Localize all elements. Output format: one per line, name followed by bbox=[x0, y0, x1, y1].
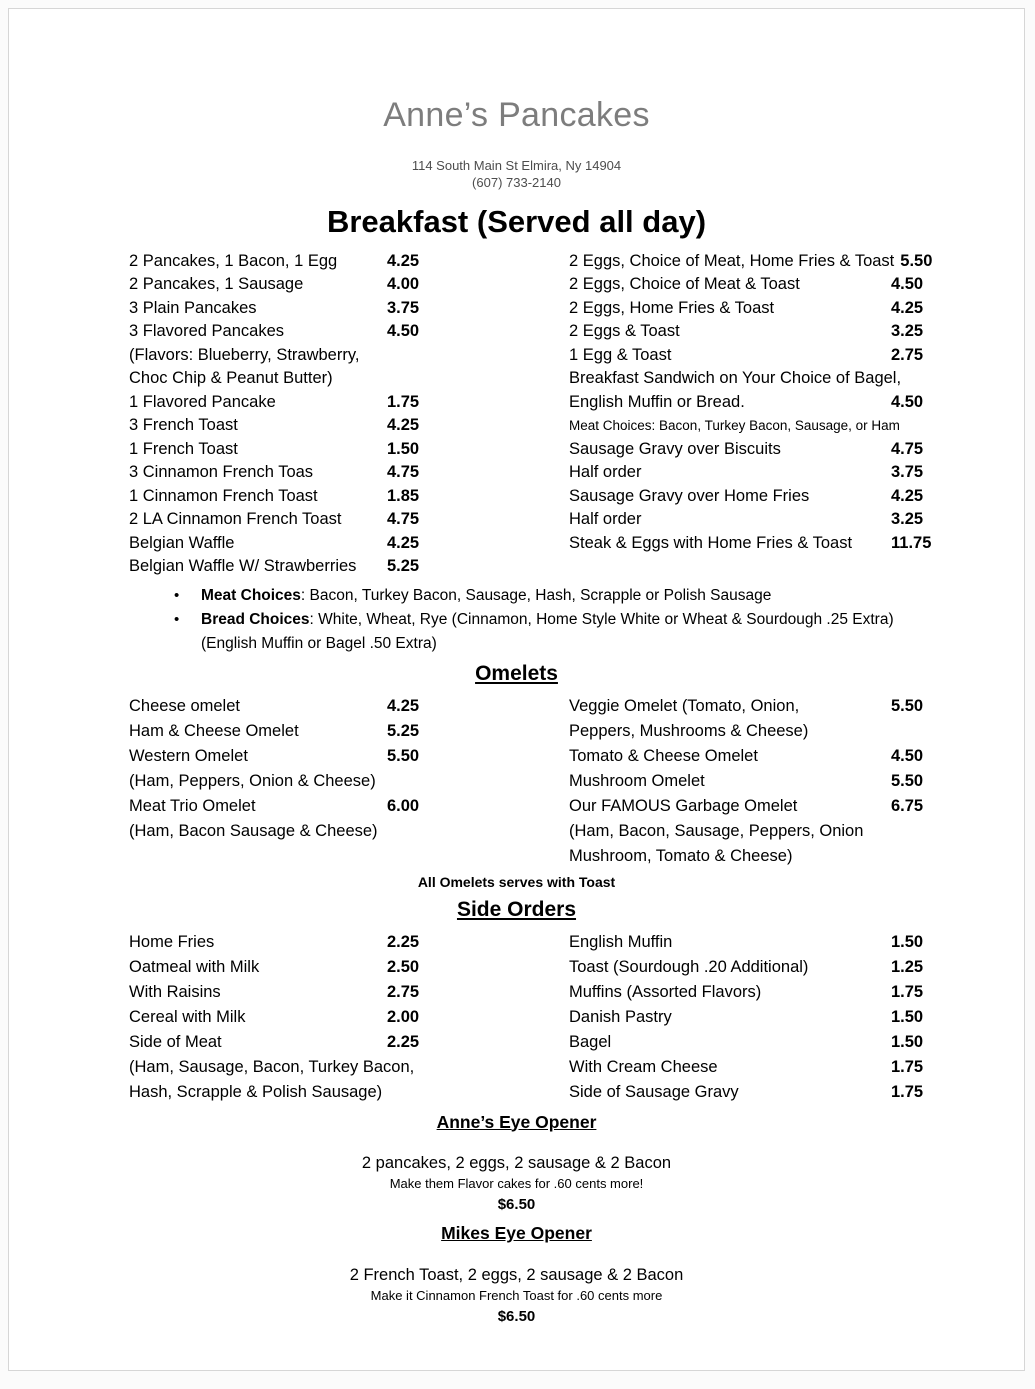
menu-item-name: Belgian Waffle W/ Strawberries bbox=[129, 557, 357, 576]
menu-item-row bbox=[129, 485, 569, 509]
menu-item-name: English Muffin or Bread. bbox=[569, 392, 745, 411]
menu-item-price: 4.50 bbox=[891, 275, 924, 294]
omelets-columns bbox=[9, 694, 1024, 869]
menu-item-row bbox=[129, 438, 569, 462]
specials-section bbox=[9, 1111, 1024, 1328]
menu-item-row bbox=[129, 744, 569, 769]
menu-item-row bbox=[569, 461, 964, 485]
menu-item-row bbox=[129, 769, 569, 794]
menu-item-row bbox=[569, 508, 964, 532]
menu-item-name: Choc Chip & Peanut Butter) bbox=[129, 369, 333, 388]
menu-item-row bbox=[129, 794, 569, 819]
menu-item-price: 1.50 bbox=[387, 439, 420, 458]
special-note: Make them Flavor cakes for .60 cents more! bbox=[389, 1176, 644, 1192]
breakfast-columns bbox=[9, 250, 1024, 579]
menu-item-name: 2 Pancakes, 1 Bacon, 1 Egg bbox=[129, 251, 338, 270]
bullet-icon: • bbox=[174, 610, 180, 628]
menu-item-row bbox=[129, 819, 569, 844]
menu-item-row bbox=[129, 532, 569, 556]
special-price: $6.50 bbox=[497, 1196, 536, 1214]
special-heading: Mikes Eye Opener bbox=[441, 1223, 592, 1244]
menu-item-name: Hash, Scrapple & Polish Sausage) bbox=[129, 1082, 383, 1101]
menu-item-name: (Ham, Bacon, Sausage, Peppers, Onion bbox=[569, 821, 864, 840]
menu-item-name: Cheese omelet bbox=[129, 696, 240, 715]
menu-item-price: 1.75 bbox=[891, 1082, 924, 1101]
menu-item-row bbox=[129, 367, 569, 391]
menu-item-price: 4.50 bbox=[891, 392, 924, 411]
menu-item-name: 3 Flavored Pancakes bbox=[129, 322, 285, 341]
menu-item-price: 4.75 bbox=[387, 463, 420, 482]
menu-item-row bbox=[569, 1080, 964, 1105]
menu-item-name: 1 Egg & Toast bbox=[569, 345, 672, 364]
menu-item-name: 1 French Toast bbox=[129, 439, 238, 458]
menu-item-name: Oatmeal with Milk bbox=[129, 957, 260, 976]
menu-item-name: Mushroom, Tomato & Cheese) bbox=[569, 846, 793, 865]
menu-item-name: 1 Cinnamon French Toast bbox=[129, 486, 318, 505]
menu-item-row bbox=[569, 980, 964, 1005]
menu-item-row bbox=[569, 1005, 964, 1030]
side-orders-columns bbox=[9, 930, 1024, 1105]
menu-item-name: Half order bbox=[569, 463, 642, 482]
menu-item-row bbox=[129, 320, 569, 344]
menu-item-row bbox=[569, 297, 964, 321]
menu-item-row bbox=[569, 414, 964, 438]
menu-item-name: 2 Pancakes, 1 Sausage bbox=[129, 275, 304, 294]
menu-item-row bbox=[129, 273, 569, 297]
menu-item-price: 1.75 bbox=[387, 392, 420, 411]
omelets-footnote: All Omelets serves with Toast bbox=[417, 873, 616, 890]
menu-item-row bbox=[569, 844, 964, 869]
note-label: Meat Choices bbox=[201, 586, 301, 604]
menu-item-name: Meat Trio Omelet bbox=[129, 796, 256, 815]
menu-item-price: 3.25 bbox=[891, 322, 924, 341]
menu-item-price: 5.25 bbox=[387, 721, 420, 740]
menu-item-row bbox=[129, 297, 569, 321]
menu-item-name: Muffins (Assorted Flavors) bbox=[569, 982, 762, 1001]
note-text bbox=[201, 608, 929, 656]
menu-item-name: Toast (Sourdough .20 Additional) bbox=[569, 957, 809, 976]
menu-item-name: 2 LA Cinnamon French Toast bbox=[129, 510, 342, 529]
menu-item-row bbox=[569, 719, 964, 744]
menu-item-name: 3 Plain Pancakes bbox=[129, 298, 257, 317]
menu-item-row bbox=[129, 719, 569, 744]
menu-item-row bbox=[129, 955, 569, 980]
menu-item-row bbox=[569, 391, 964, 415]
menu-item-price: 4.25 bbox=[387, 251, 420, 270]
menu-item-price: 1.75 bbox=[891, 1057, 924, 1076]
menu-item-row bbox=[569, 1030, 964, 1055]
menu-item-price: 1.50 bbox=[891, 932, 924, 951]
menu-item-price: 2.25 bbox=[387, 932, 420, 951]
menu-item-price: 4.75 bbox=[891, 439, 924, 458]
special-block bbox=[9, 1111, 1024, 1217]
menu-item-name: Ham & Cheese Omelet bbox=[129, 721, 299, 740]
menu-item-name: Our FAMOUS Garbage Omelet bbox=[569, 796, 798, 815]
menu-item-name: Mushroom Omelet bbox=[569, 771, 705, 790]
restaurant-address: 114 South Main St Elmira, Ny 14904 bbox=[411, 157, 622, 173]
menu-item-row bbox=[129, 930, 569, 955]
menu-item-price: 2.75 bbox=[891, 345, 924, 364]
restaurant-phone: (607) 733-2140 bbox=[472, 174, 561, 190]
menu-item-price: 2.50 bbox=[387, 957, 420, 976]
special-description: 2 pancakes, 2 eggs, 2 sausage & 2 Bacon bbox=[361, 1154, 672, 1173]
menu-item-row bbox=[569, 955, 964, 980]
menu-item-name: 1 Flavored Pancake bbox=[129, 392, 276, 411]
menu-item-price: 5.50 bbox=[891, 771, 924, 790]
menu-item-name: (Flavors: Blueberry, Strawberry, bbox=[129, 345, 360, 364]
menu-item-row bbox=[569, 532, 964, 556]
menu-header bbox=[9, 96, 1024, 191]
menu-item-row bbox=[569, 819, 964, 844]
menu-item-row bbox=[129, 694, 569, 719]
menu-item-price: 1.50 bbox=[891, 1007, 924, 1026]
menu-item-row bbox=[569, 744, 964, 769]
special-heading: Anne’s Eye Opener bbox=[436, 1111, 597, 1132]
menu-item-name: Peppers, Mushrooms & Cheese) bbox=[569, 721, 809, 740]
menu-item-name: Home Fries bbox=[129, 932, 215, 951]
menu-item-row bbox=[569, 1055, 964, 1080]
menu-item-row bbox=[129, 391, 569, 415]
menu-item-name: 3 Cinnamon French Toas bbox=[129, 463, 314, 482]
menu-item-price: 6.75 bbox=[891, 796, 924, 815]
menu-item-row bbox=[129, 1030, 569, 1055]
menu-item-name: Belgian Waffle bbox=[129, 533, 235, 552]
menu-item-name: With Raisins bbox=[129, 982, 221, 1001]
menu-item-price: 2.00 bbox=[387, 1007, 420, 1026]
menu-item-price: 3.75 bbox=[387, 298, 420, 317]
menu-item-price: 4.75 bbox=[387, 510, 420, 529]
note-item bbox=[174, 584, 929, 608]
side-orders-heading: Side Orders bbox=[456, 897, 577, 921]
restaurant-name: Anne’s Pancakes bbox=[383, 95, 650, 134]
menu-item-price: 4.25 bbox=[387, 416, 420, 435]
menu-item-name: Bagel bbox=[569, 1032, 612, 1051]
menu-item-name: (Ham, Peppers, Onion & Cheese) bbox=[129, 771, 376, 790]
special-block bbox=[9, 1222, 1024, 1328]
menu-item-name: Side of Sausage Gravy bbox=[569, 1082, 739, 1101]
menu-item-row bbox=[569, 694, 964, 719]
menu-item-name: English Muffin bbox=[569, 932, 673, 951]
menu-item-price: 4.50 bbox=[387, 322, 420, 341]
menu-item-row bbox=[569, 794, 964, 819]
menu-item-price: 3.25 bbox=[891, 510, 924, 529]
menu-item-price: 4.00 bbox=[387, 275, 420, 294]
menu-item-name: Danish Pastry bbox=[569, 1007, 672, 1026]
omelets-heading: Omelets bbox=[475, 661, 558, 685]
menu-item-name: Western Omelet bbox=[129, 746, 248, 765]
menu-item-price: 11.75 bbox=[891, 533, 932, 552]
note-label: Bread Choices bbox=[201, 610, 310, 628]
menu-item-row bbox=[569, 320, 964, 344]
menu-item-price: 5.50 bbox=[900, 251, 933, 270]
menu-item-name: Breakfast Sandwich on Your Choice of Bagel, bbox=[569, 369, 902, 388]
menu-item-price: 5.50 bbox=[387, 746, 420, 765]
menu-item-price: 4.25 bbox=[387, 696, 420, 715]
menu-item-name: 3 French Toast bbox=[129, 416, 238, 435]
menu-item-row bbox=[569, 485, 964, 509]
menu-item-price: 1.85 bbox=[387, 486, 420, 505]
menu-item-row bbox=[569, 273, 964, 297]
menu-item-price: 2.75 bbox=[387, 982, 420, 1001]
menu-item-name: With Cream Cheese bbox=[569, 1057, 718, 1076]
menu-item-name: Steak & Eggs with Home Fries & Toast bbox=[569, 533, 853, 552]
omelets-right-column bbox=[569, 694, 964, 869]
note-detail: : Bacon, Turkey Bacon, Sausage, Hash, Scrapple or Polish Sausage bbox=[300, 586, 772, 604]
menu-item-row bbox=[129, 555, 569, 579]
menu-item-name: Meat Choices: Bacon, Turkey Bacon, Sausage, or Ham bbox=[569, 418, 900, 434]
note-detail: : White, Wheat, Rye (Cinnamon, Home Style White or Wheat & Sourdough .25 Extra) (English Muffin or Bagel .50 Extra) bbox=[201, 610, 894, 652]
menu-item-row bbox=[129, 1080, 569, 1105]
menu-item-name: 2 Eggs, Home Fries & Toast bbox=[569, 298, 775, 317]
menu-item-name: (Ham, Sausage, Bacon, Turkey Bacon, bbox=[129, 1057, 415, 1076]
breakfast-left-column bbox=[129, 250, 569, 579]
menu-item-row bbox=[129, 461, 569, 485]
special-description: 2 French Toast, 2 eggs, 2 sausage & 2 Bacon bbox=[349, 1265, 684, 1284]
menu-item-name: Side of Meat bbox=[129, 1032, 222, 1051]
menu-item-name: Sausage Gravy over Home Fries bbox=[569, 486, 810, 505]
menu-item-price: 4.50 bbox=[891, 746, 924, 765]
menu-item-row bbox=[129, 1005, 569, 1030]
special-note: Make it Cinnamon French Toast for .60 cents more bbox=[370, 1287, 663, 1303]
side-orders-right-column bbox=[569, 930, 964, 1105]
side-orders-left-column bbox=[129, 930, 569, 1105]
menu-item-price: 2.25 bbox=[387, 1032, 420, 1051]
menu-item-price: 4.25 bbox=[891, 486, 924, 505]
menu-item-name: Half order bbox=[569, 510, 642, 529]
menu-item-row bbox=[569, 438, 964, 462]
menu-item-price: 4.25 bbox=[387, 533, 420, 552]
menu-item-row bbox=[569, 367, 964, 391]
menu-item-price: 1.50 bbox=[891, 1032, 924, 1051]
menu-item-row bbox=[129, 250, 569, 274]
omelets-left-column bbox=[129, 694, 569, 869]
note-item bbox=[174, 608, 929, 656]
menu-item-row bbox=[129, 414, 569, 438]
menu-item-price: 3.75 bbox=[891, 463, 924, 482]
menu-item-name: Cereal with Milk bbox=[129, 1007, 246, 1026]
menu-item-name: (Ham, Bacon Sausage & Cheese) bbox=[129, 821, 378, 840]
menu-item-price: 6.00 bbox=[387, 796, 420, 815]
choices-notes bbox=[174, 584, 929, 656]
menu-item-name: Tomato & Cheese Omelet bbox=[569, 746, 758, 765]
menu-item-name: 2 Eggs & Toast bbox=[569, 322, 680, 341]
menu-item-row bbox=[129, 508, 569, 532]
menu-item-price: 1.75 bbox=[891, 982, 924, 1001]
menu-item-row bbox=[129, 1055, 569, 1080]
breakfast-right-column bbox=[569, 250, 964, 579]
bullet-icon: • bbox=[174, 586, 180, 604]
breakfast-heading: Breakfast (Served all day) bbox=[326, 203, 707, 239]
menu-item-row bbox=[569, 344, 964, 368]
special-price: $6.50 bbox=[497, 1307, 536, 1325]
menu-item-row bbox=[569, 930, 964, 955]
menu-item-name: Veggie Omelet (Tomato, Onion, bbox=[569, 696, 800, 715]
menu-item-price: 1.25 bbox=[891, 957, 924, 976]
menu-item-row bbox=[129, 344, 569, 368]
menu-page bbox=[8, 8, 1025, 1371]
menu-item-price: 5.50 bbox=[891, 696, 924, 715]
menu-item-price: 5.25 bbox=[387, 557, 420, 576]
note-text bbox=[201, 584, 771, 608]
menu-item-row bbox=[129, 980, 569, 1005]
menu-item-name: 2 Eggs, Choice of Meat, Home Fries & Toast bbox=[569, 251, 895, 270]
menu-item-row bbox=[569, 250, 964, 274]
menu-item-row bbox=[569, 769, 964, 794]
menu-item-price: 4.25 bbox=[891, 298, 924, 317]
menu-item-name: 2 Eggs, Choice of Meat & Toast bbox=[569, 275, 800, 294]
menu-item-name: Sausage Gravy over Biscuits bbox=[569, 439, 781, 458]
